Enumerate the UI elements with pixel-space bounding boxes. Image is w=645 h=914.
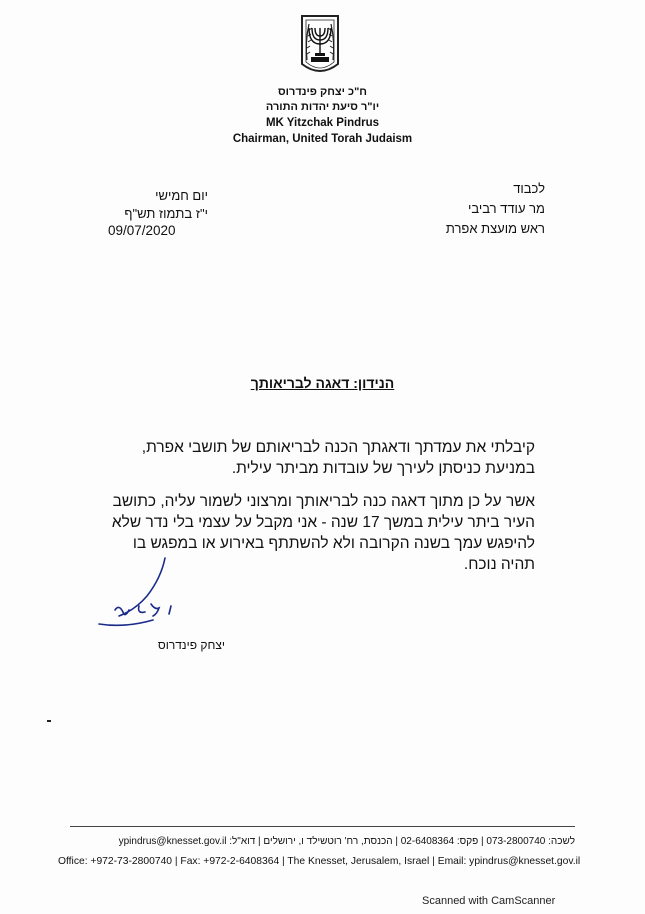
recipient-name: מר עודד רביבי [467,201,545,216]
footer-divider [70,826,575,827]
date-hebrew: י"ז בתמוז תש"ף [124,206,208,221]
header-name-en: MK Yitzchak Pindrus [265,117,380,129]
letter-subject: הנידון: דאגה לבריאותך [250,375,395,391]
footer-contact-en: Office: +972-73-2800740 | Fax: +972-2-6408364 | The Knesset, Jerusalem, Israel | Email: ypindrus@knesset.gov.il [58,856,581,867]
recipient-salutation: לכבוד [513,181,545,196]
recipient-position: ראש מועצת אפרת [445,221,545,236]
handwritten-signature [95,552,205,632]
header-title-en: Chairman, United Torah Judaism [232,133,413,145]
body-paragraph: אשר על כן מתוך דאגה כנה לבריאותך ומרצוני לשמור עליה, כתושב העיר ביתר עילית במשך 17 שנה - אני מקבל על עצמי בלי נדר שלא להיפגש עמך בשנה הקרובה ולא להשתתף באירוע או במפגש בו תהיה נוכח. [111,493,535,573]
camscanner-watermark: Scanned with CamScanner [422,895,556,907]
header-name-he: ח"כ יצחק פינדרוס [278,86,367,98]
date-weekday: יום חמישי [155,188,208,203]
footer-contact-he: לשכה: 073-2800740 | פקס: 02-6408364 | הכנסת, רח' רוטשילד ו, ירושלים | דוא"ל: ypindrus@knesset.gov.il [118,836,575,847]
signer-name: יצחק פינדרוס [157,638,225,652]
body-paragraph: קיבלתי את עמדתך ודאגתך הכנה לבריאותם של תושבי אפרת, במניעת כניסתן לעירך של עובדות מביתר עילית. [141,439,535,477]
header-title-he: יו"ר סיעת יהדות התורה [265,101,380,113]
date-gregorian: 09/07/2020 [108,223,176,238]
menorah-emblem-icon [296,14,344,78]
scan-speck [47,720,51,722]
